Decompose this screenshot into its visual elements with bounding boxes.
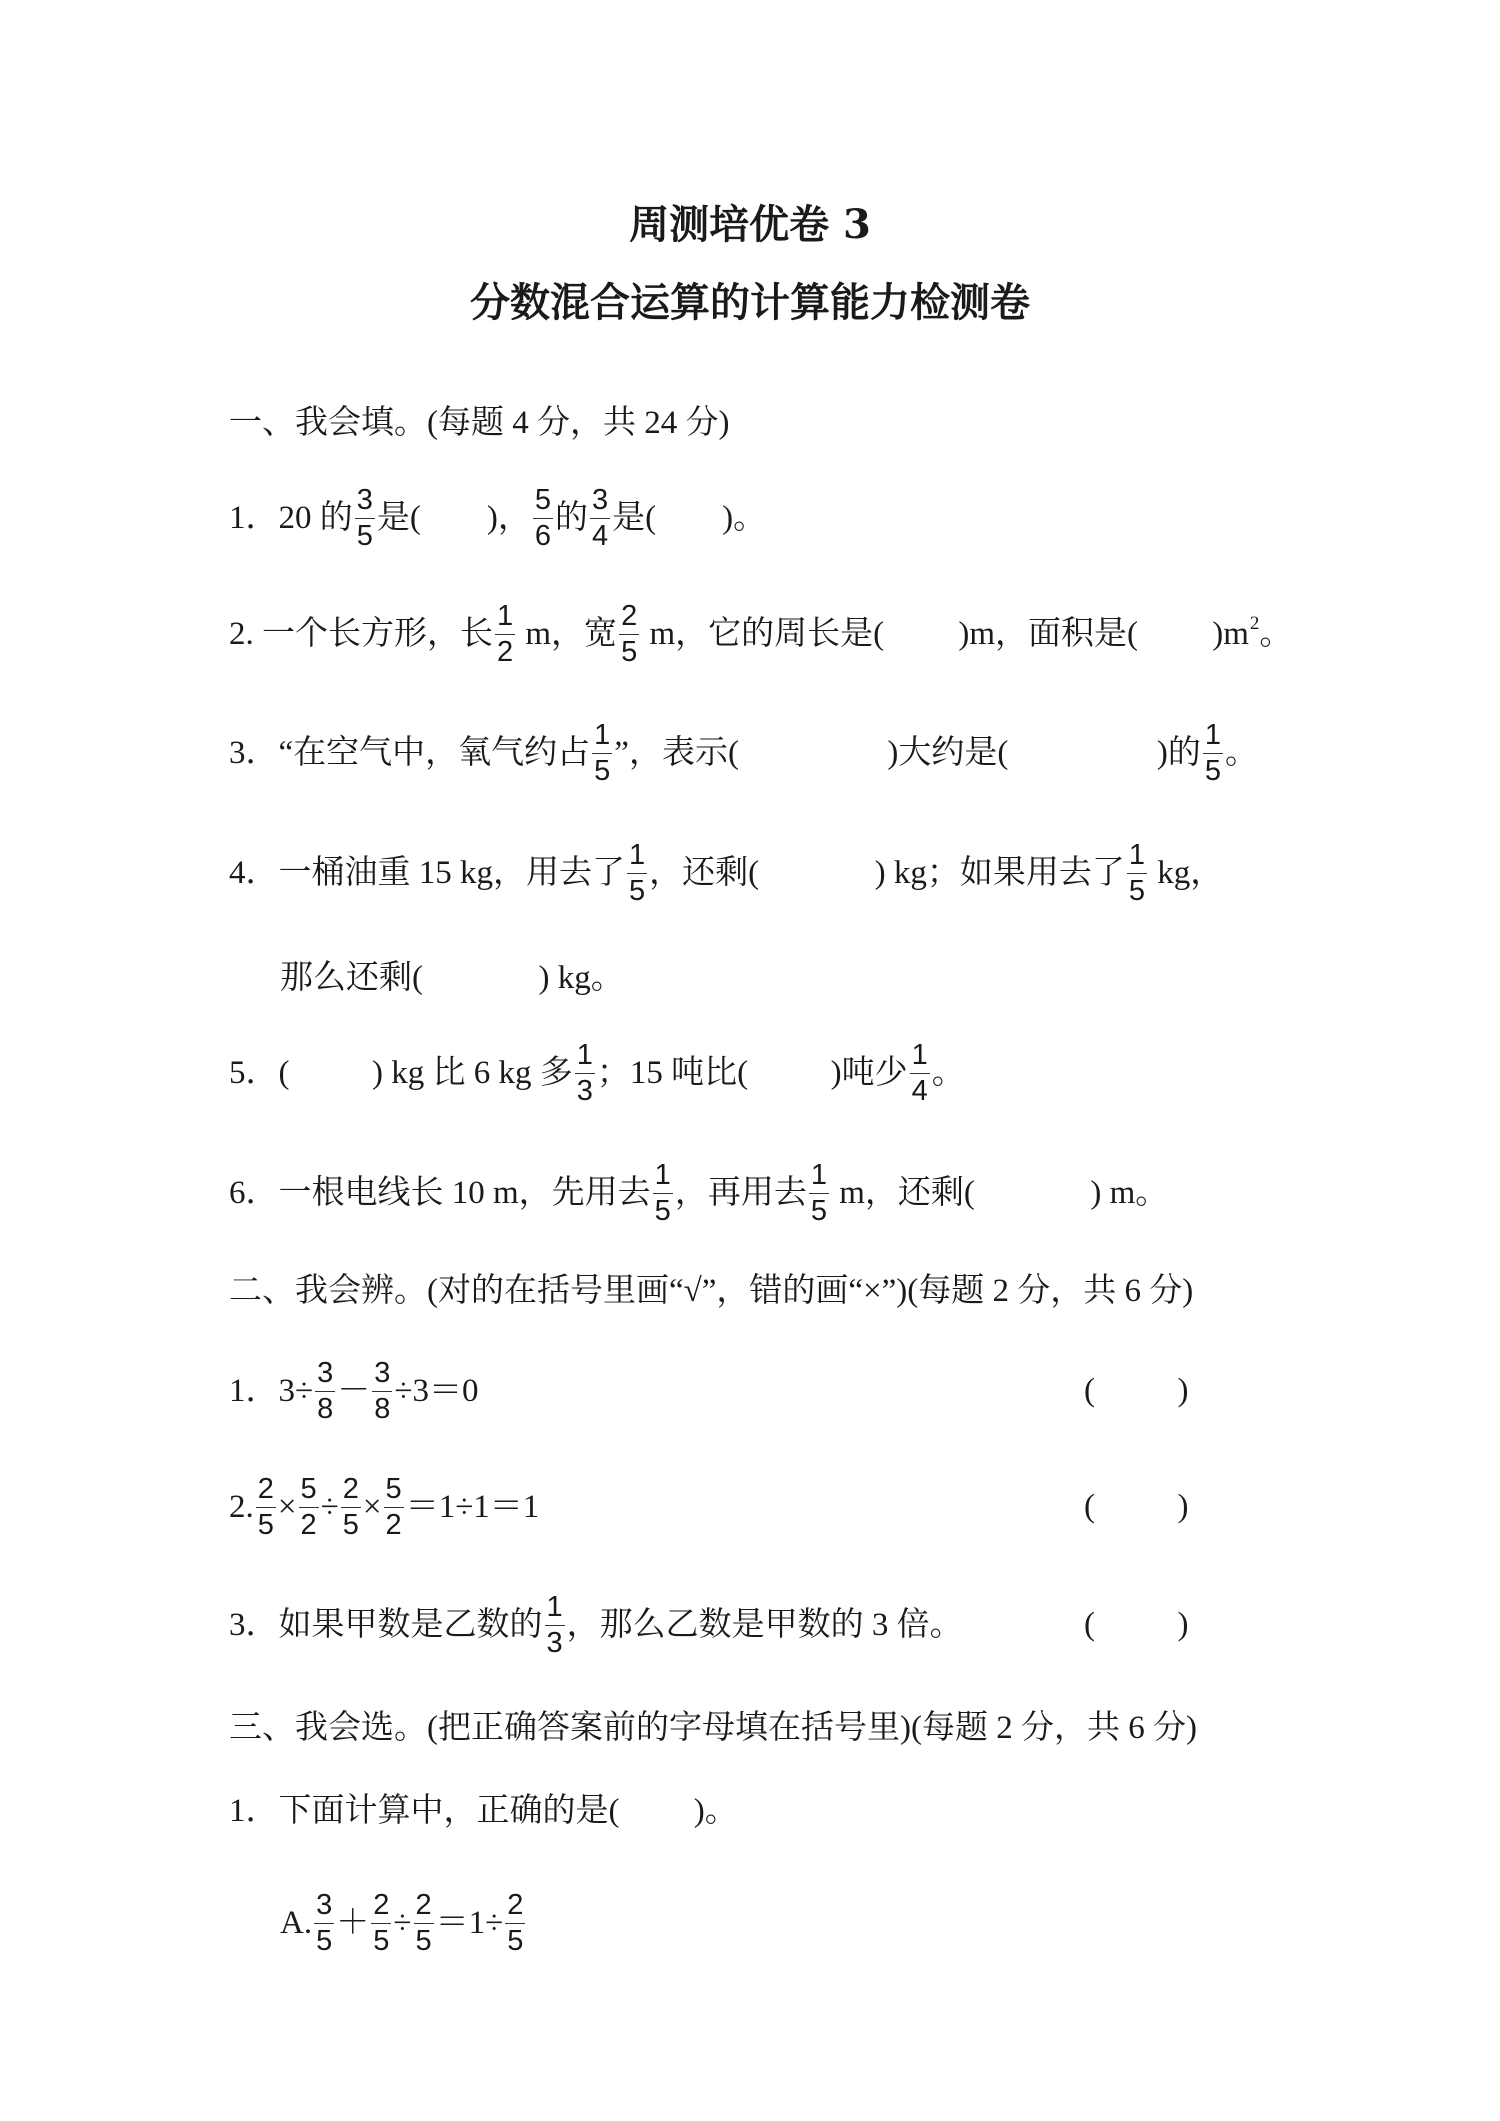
text-run: ÷3＝0 xyxy=(394,1372,479,1409)
fraction xyxy=(299,1472,319,1541)
fraction xyxy=(341,1472,361,1541)
fill-question-2 xyxy=(229,594,1292,674)
text-run: ；15 吨比( )吨少 xyxy=(596,1054,908,1091)
text-run: ÷ xyxy=(393,1904,412,1941)
text-run: m，它的周长是( )m，面积是( )m xyxy=(641,615,1249,652)
fraction-denominator: 2 xyxy=(385,1508,402,1541)
text-run: 。 xyxy=(1259,615,1293,652)
fraction-numerator: 2 xyxy=(341,1475,361,1508)
fraction-numerator: 3 xyxy=(355,486,375,519)
fraction-denominator: 5 xyxy=(342,1508,359,1541)
fraction xyxy=(1127,838,1147,907)
worksheet-title: 周测培优卷 3 xyxy=(629,201,871,248)
fraction xyxy=(627,838,647,907)
fill-question-4-continuation xyxy=(280,938,624,1018)
text-run: 4．一桶油重 15 kg，用去了 xyxy=(229,854,625,891)
answer-bracket: ( ) xyxy=(1084,1372,1189,1409)
text-run: 1．3÷ xyxy=(229,1372,314,1409)
text-run: × xyxy=(362,1488,382,1525)
fraction-numerator: 2 xyxy=(256,1475,276,1508)
fraction xyxy=(809,1158,829,1227)
text-run: 的 xyxy=(555,499,589,536)
fraction-denominator: 3 xyxy=(546,1626,563,1659)
fraction-denominator: 2 xyxy=(300,1508,317,1541)
text-run: 2. 一个长方形，长 xyxy=(229,615,493,652)
fraction xyxy=(256,1472,276,1541)
choice-option-a xyxy=(280,1883,527,1963)
text-run: ”，表示( )大约是( )的 xyxy=(614,734,1201,771)
fraction-denominator: 5 xyxy=(629,874,646,907)
text-run: A. xyxy=(280,1904,313,1941)
fraction xyxy=(384,1472,404,1541)
fraction-numerator: 1 xyxy=(1203,721,1223,754)
fill-question-4 xyxy=(229,833,1223,913)
fraction-numerator: 1 xyxy=(592,721,612,754)
text-run: 。 xyxy=(931,1054,965,1091)
fraction-denominator: 5 xyxy=(507,1924,524,1957)
fraction xyxy=(1203,718,1223,787)
fill-question-3 xyxy=(229,713,1258,793)
fraction-numerator: 2 xyxy=(619,602,639,635)
fraction xyxy=(505,1888,525,1957)
fraction-numerator: 2 xyxy=(505,1891,525,1924)
fraction-numerator: 5 xyxy=(533,486,553,519)
answer-bracket: ( ) xyxy=(1084,1488,1189,1525)
fraction-numerator: 3 xyxy=(590,486,610,519)
fraction-denominator: 4 xyxy=(911,1074,928,1107)
text-run: × xyxy=(277,1488,297,1525)
text-run: m，宽 xyxy=(517,615,618,652)
fraction xyxy=(910,1038,930,1107)
fraction-denominator: 5 xyxy=(415,1924,432,1957)
fraction xyxy=(545,1590,565,1659)
text-run: 。 xyxy=(1225,734,1259,771)
text-run: m，还剩( ) m。 xyxy=(830,1174,1169,1211)
section-heading-fill: 一、我会填。(每题 4 分，共 24 分) xyxy=(229,404,730,441)
text-run: ，还剩( ) kg；如果用去了 xyxy=(649,854,1125,891)
fraction-numerator: 3 xyxy=(314,1891,334,1924)
fraction-denominator: 5 xyxy=(654,1194,671,1227)
fraction-numerator: 3 xyxy=(372,1359,392,1392)
text-run: 6．一根电线长 10 m，先用去 xyxy=(229,1174,651,1211)
text-run: 1．下面计算中，正确的是( )。 xyxy=(229,1792,738,1829)
text-run: 2. xyxy=(229,1488,254,1525)
fraction-denominator: 4 xyxy=(592,519,609,552)
fraction xyxy=(592,718,612,787)
fraction xyxy=(653,1158,673,1227)
fraction xyxy=(314,1888,334,1957)
fraction-numerator: 3 xyxy=(315,1359,335,1392)
text-run: ＝1÷1＝1 xyxy=(405,1488,540,1525)
worksheet-subtitle: 分数混合运算的计算能力检测卷 xyxy=(470,279,1030,326)
text-run: ，再用去 xyxy=(674,1174,807,1211)
fraction-denominator: 5 xyxy=(594,754,611,787)
fraction xyxy=(533,483,553,552)
text-run: 3．“在空气中，氧气约占 xyxy=(229,734,591,771)
fraction-denominator: 2 xyxy=(497,635,514,668)
fraction-denominator: 5 xyxy=(810,1194,827,1227)
text-run: ÷ xyxy=(320,1488,339,1525)
judge-question-2 xyxy=(229,1467,1189,1547)
fraction-denominator: 5 xyxy=(316,1924,333,1957)
fill-question-1 xyxy=(229,478,766,558)
fill-question-5 xyxy=(229,1033,965,1113)
fraction xyxy=(372,1356,392,1425)
answer-bracket: ( ) xyxy=(1084,1606,1189,1643)
fraction-numerator: 5 xyxy=(384,1475,404,1508)
fraction-numerator: 1 xyxy=(1127,841,1147,874)
fraction-denominator: 6 xyxy=(534,519,552,552)
fraction-numerator: 2 xyxy=(371,1891,391,1924)
text-run: 5．( ) kg 比 6 kg 多 xyxy=(229,1054,573,1091)
text-run: 1．20 的 xyxy=(229,499,353,536)
judge-question-1 xyxy=(229,1351,1189,1431)
choice-question-1 xyxy=(229,1771,738,1851)
judge-question-3 xyxy=(229,1585,1189,1665)
fraction-numerator: 1 xyxy=(627,841,647,874)
superscript: 2 xyxy=(1249,612,1260,634)
fraction-denominator: 5 xyxy=(1128,874,1146,907)
text-run: ＋ xyxy=(336,1904,370,1941)
fraction-denominator: 5 xyxy=(257,1508,274,1541)
fraction-denominator: 5 xyxy=(373,1924,390,1957)
text-run: ，那么乙数是甲数的 3 倍。 xyxy=(566,1606,963,1643)
fraction-numerator: 1 xyxy=(653,1161,673,1194)
text-run: 那么还剩( ) kg。 xyxy=(280,959,624,996)
fill-question-6 xyxy=(229,1153,1168,1233)
text-run: 是( )， xyxy=(376,499,531,536)
fraction-denominator: 3 xyxy=(576,1074,593,1107)
fraction-numerator: 5 xyxy=(299,1475,319,1508)
section-heading-choice: 三、我会选。(把正确答案前的字母填在括号里)(每题 2 分，共 6 分) xyxy=(229,1709,1197,1746)
fraction-numerator: 2 xyxy=(414,1891,434,1924)
text-run: 是( )。 xyxy=(612,499,767,536)
fraction-denominator: 5 xyxy=(621,635,638,668)
fraction-numerator: 1 xyxy=(545,1593,565,1626)
fraction-denominator: 5 xyxy=(1204,754,1222,787)
text-run: 3．如果甲数是乙数的 xyxy=(229,1606,543,1643)
section-heading-judge: 二、我会辨。(对的在括号里画“√”，错的画“×”)(每题 2 分，共 6 分) xyxy=(229,1272,1194,1309)
fraction xyxy=(355,483,375,552)
fraction-numerator: 1 xyxy=(495,602,515,635)
fraction xyxy=(495,599,515,668)
fraction xyxy=(590,483,610,552)
fraction-denominator: 8 xyxy=(317,1392,334,1425)
fraction xyxy=(619,599,639,668)
fraction xyxy=(371,1888,391,1957)
fraction-denominator: 8 xyxy=(374,1392,391,1425)
fraction-numerator: 1 xyxy=(809,1161,829,1194)
fraction-numerator: 1 xyxy=(910,1041,930,1074)
text-run: kg， xyxy=(1149,854,1224,891)
fraction xyxy=(414,1888,434,1957)
fraction xyxy=(315,1356,335,1425)
text-run: ＝1÷ xyxy=(435,1904,504,1941)
fraction-numerator: 1 xyxy=(575,1041,595,1074)
text-run: － xyxy=(337,1372,371,1409)
fraction-denominator: 5 xyxy=(356,519,373,552)
fraction xyxy=(575,1038,595,1107)
